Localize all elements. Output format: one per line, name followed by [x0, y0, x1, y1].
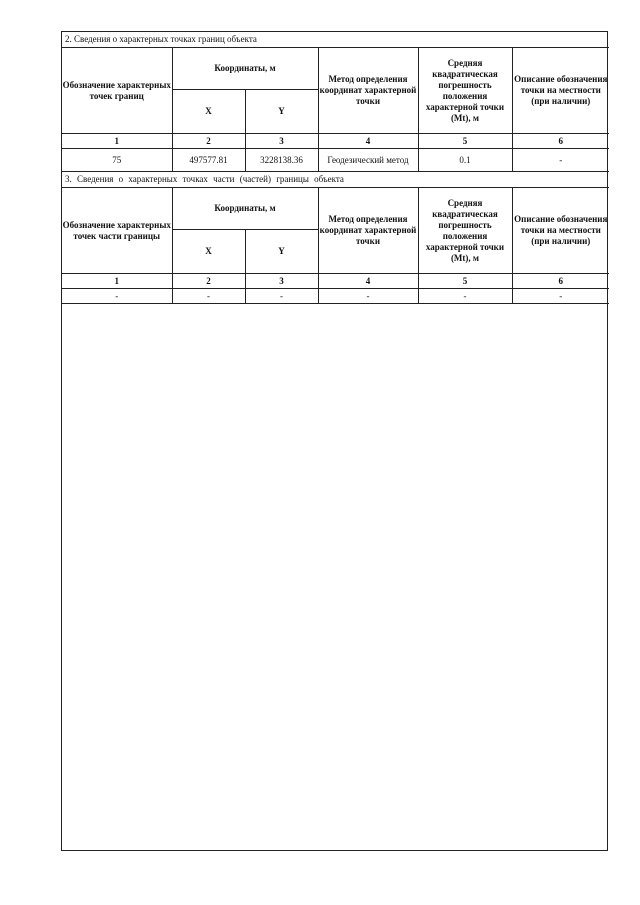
column-number: 4 [318, 134, 418, 149]
cell-y: - [245, 289, 318, 304]
column-number: 5 [418, 134, 512, 149]
cell-method: - [318, 289, 418, 304]
column-number: 3 [245, 134, 318, 149]
section3-title: 3. Сведения о характерных точках части (частей) границы объекта [62, 172, 609, 188]
column-number: 5 [418, 274, 512, 289]
cell-description: - [512, 149, 609, 172]
cell-error: - [418, 289, 512, 304]
header-designation: Обозначение характерных точек границ [62, 48, 172, 134]
header-coordinates: Координаты, м [172, 48, 318, 90]
cell-description: - [512, 289, 609, 304]
column-number: 3 [245, 274, 318, 289]
column-number: 6 [512, 274, 609, 289]
header-coordinates: Координаты, м [172, 188, 318, 230]
column-number: 1 [62, 274, 172, 289]
points-table [62, 32, 609, 172]
column-number: 1 [62, 134, 172, 149]
header-description: Описание обозначения точки на местности (при наличии) [512, 48, 609, 134]
document-frame [61, 31, 608, 851]
cell-designation: 75 [62, 149, 172, 172]
cell-designation: - [62, 289, 172, 304]
column-number: 6 [512, 134, 609, 149]
header-designation: Обозначение характерных точек части границы [62, 188, 172, 274]
header-method: Метод определения координат характерной точки [318, 188, 418, 274]
cell-error: 0.1 [418, 149, 512, 172]
cell-y: 3228138.36 [245, 149, 318, 172]
header-y: Y [245, 90, 318, 134]
header-y: Y [245, 230, 318, 274]
column-number: 4 [318, 274, 418, 289]
header-error: Средняя квадратическая погрешность положения характерной точки (Mt), м [418, 48, 512, 134]
cell-method: Геодезический метод [318, 149, 418, 172]
header-description: Описание обозначения точки на местности (при наличии) [512, 188, 609, 274]
cell-x: - [172, 289, 245, 304]
column-number: 2 [172, 134, 245, 149]
part-points-table [62, 172, 609, 304]
header-x: X [172, 90, 245, 134]
cell-x: 497577.81 [172, 149, 245, 172]
header-method: Метод определения координат характерной точки [318, 48, 418, 134]
table-row [62, 289, 609, 304]
header-x: X [172, 230, 245, 274]
section2-title: 2. Сведения о характерных точках границ объекта [62, 32, 609, 48]
table-row [62, 149, 609, 172]
column-number: 2 [172, 274, 245, 289]
header-error: Средняя квадратическая погрешность положения характерной точки (Mt), м [418, 188, 512, 274]
